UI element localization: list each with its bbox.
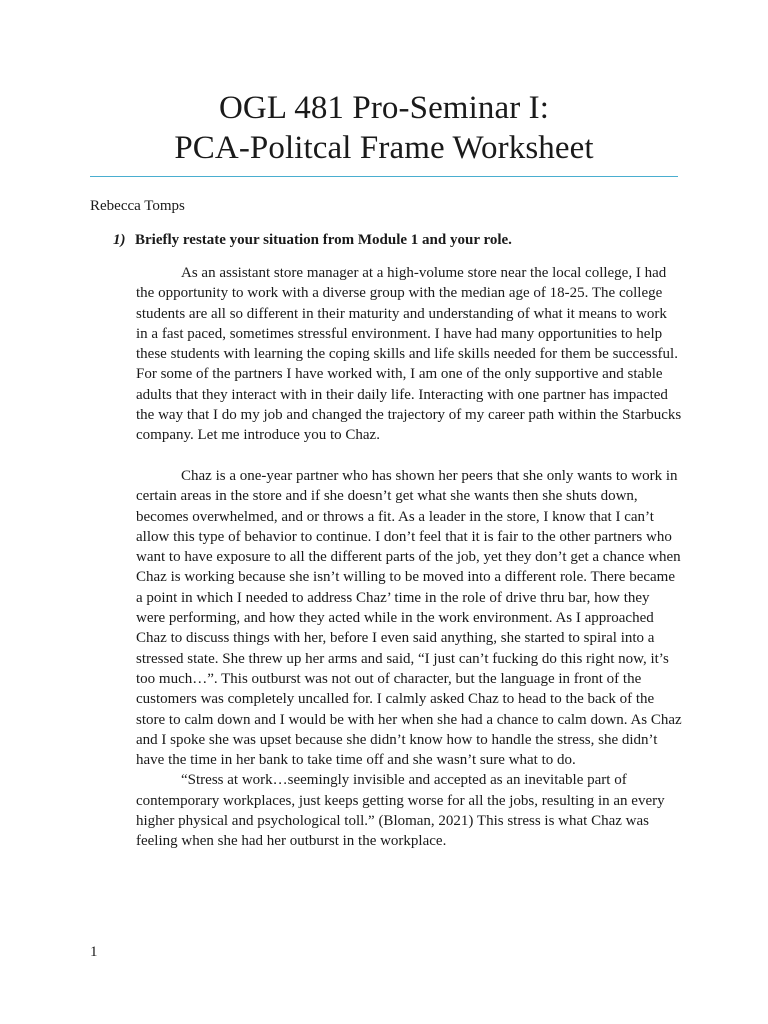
question-heading: [113, 230, 512, 250]
question-number: 1): [113, 232, 126, 248]
title-line-1: OGL 481 Pro-Seminar I:: [218, 90, 549, 126]
title-line-2: PCA-Politcal Frame Worksheet: [174, 130, 594, 166]
page-number: 1: [90, 944, 98, 960]
paragraph-3-quote: “Stress at work…seemingly invisible and accepted as an inevitable part of contemporary workplaces, just keeps getting worse for all the jobs, resulting in an every higher physical and psychological toll.” (Bloman, 2021) This stress is what Chaz was feeling when she had her outburst in the workplace.: [136, 772, 665, 850]
question-text: Briefly restate your situation from Module 1 and your role.: [135, 232, 512, 248]
document-title: [0, 88, 768, 168]
author-name: Rebecca Tomps: [90, 198, 185, 214]
paragraph-1: As an assistant store manager at a high-volume store near the local college, I had the opportunity to work with a diverse group with the median age of 18-25. The college students are all so different in their maturity and understanding of what it means to work in a fast paced, sometimes stressful environment. I have had many opportunities to help these students with learning the coping skills and life skills needed for them be successful. For some of the partners I have worked with, I am one of the only supportive and stable adults that they interact with in their daily life. Interacting with one partner has impacted the way that I do my job and changed the trajectory of my career path within the Starbucks company. Let me introduce you to Chaz.: [136, 265, 682, 444]
paragraph-gap: [136, 446, 682, 466]
title-divider: [90, 176, 678, 177]
paragraph-2: Chaz is a one-year partner who has shown her peers that she only wants to work in certain areas in the store and if she doesn’t get what she wants then she shuts down, becomes overwhelmed, and or throws a fit. As a leader in the store, I know that I can’t allow this type of behavior to continue. I don’t feel that it is fair to the other partners who want to have exposure to all the different parts of the job, yet they don’t get a chance when Chaz is working because she isn’t willing to be moved into a different role. There became a point in which I needed to address Chaz’ time in the role of drive thru bar, how they were performing, and how they acted while in the work environment. As I approached Chaz to discuss things with her, before I even said anything, she started to spiral into a stressed state. She threw up her arms and said, “I just can’t fucking do this right now, it’s too much…”. This outburst was not out of character, but the language in front of the customers was completely uncalled for. I calmly asked Chaz to head to the back of the store to calm down and I would be with her when she had a chance to calm down. As Chaz and I spoke she was upset because she didn’t know how to handle the stress, she didn’t have the time in her bank to take time off and she wasn’t sure what to do.: [136, 467, 682, 769]
answer-body: [136, 263, 682, 852]
